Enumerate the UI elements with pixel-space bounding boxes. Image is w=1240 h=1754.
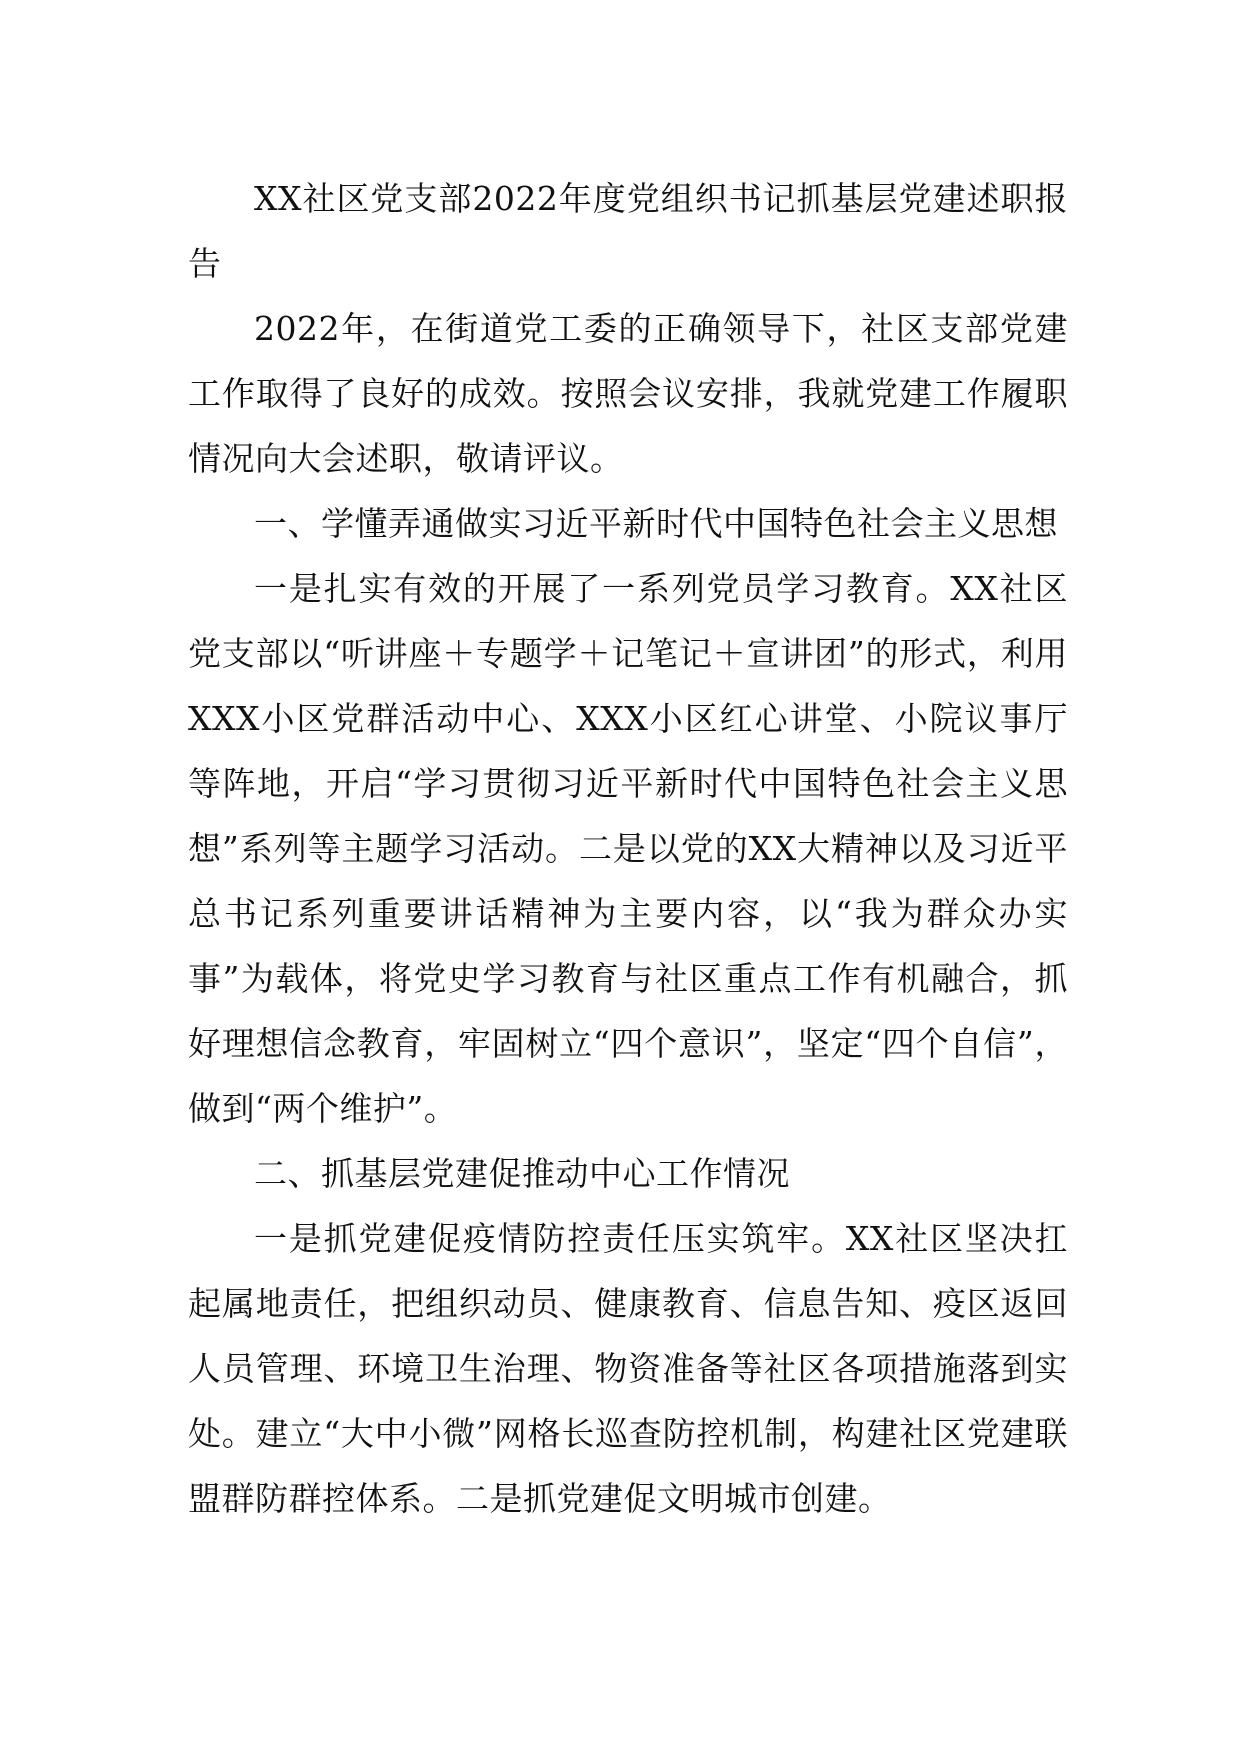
document-body	[188, 166, 1068, 1531]
document-title: XX社区党支部2022年度党组织书记抓基层党建述职报告	[188, 179, 1068, 283]
section-heading-1: 一、学懂弄通做实习近平新时代中国特色社会主义思想	[254, 504, 1058, 543]
body-paragraph-1: 一是扎实有效的开展了一系列党员学习教育。XX社区党支部以“听讲座＋专题学＋记笔记＋宣讲团”的形式，利用XXX小区党群活动中心、XXX小区红心讲堂、小院议事厅等阵地，开启“学习贯彻习近平新时代中国特色社会主义思想”系列等主题学习活动。二是以党的XX大精神以及习近平总书记系列重要讲话精神为主要内容，以“我为群众办实事”为载体，将党史学习教育与社区重点工作有机融合，抓好理想信念教育，牢固树立“四个意识”，坚定“四个自信”，做到“两个维护”。	[188, 569, 1068, 1128]
body-paragraph-2: 一是抓党建促疫情防控责任压实筑牢。XX社区坚决扛起属地责任，把组织动员、健康教育、信息告知、疫区返回人员管理、环境卫生治理、物资准备等社区各项措施落到实处。建立“大中小微”网格长巡查防控机制，构建社区党建联盟群防群控体系。二是抓党建促文明城市创建。	[188, 1219, 1068, 1518]
section-heading-2: 二、抓基层党建促推动中心工作情况	[254, 1154, 790, 1193]
intro-paragraph: 2022年，在街道党工委的正确领导下，社区支部党建工作取得了良好的成效。按照会议安排，我就党建工作履职情况向大会述职，敬请评议。	[188, 309, 1068, 478]
